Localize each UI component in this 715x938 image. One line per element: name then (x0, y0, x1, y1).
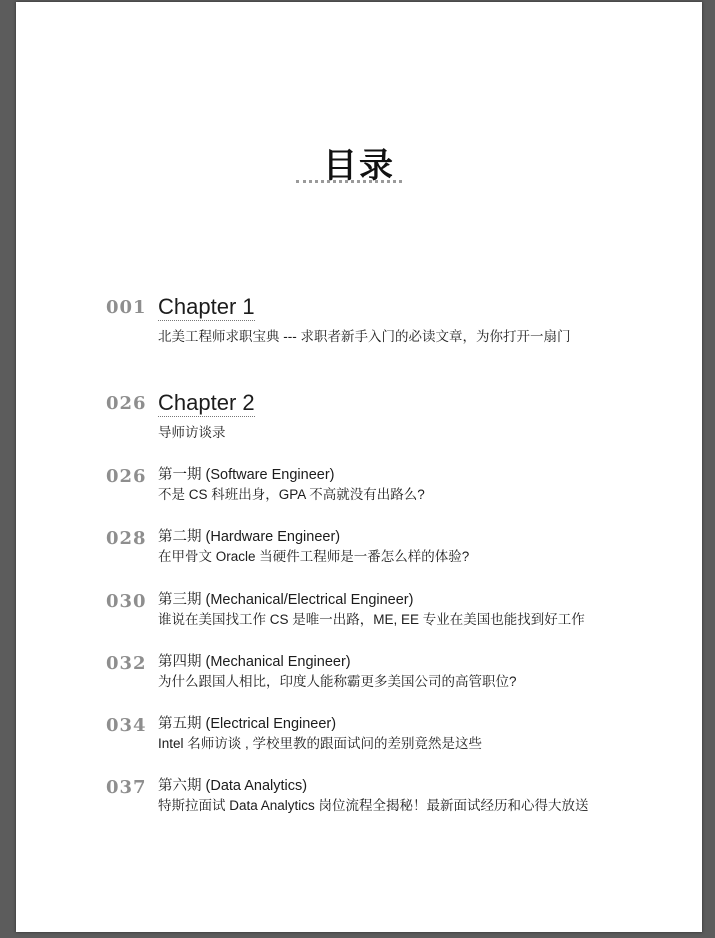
toc-page-number: 026 (106, 466, 147, 487)
document-page (16, 2, 702, 932)
toc-page-number: 030 (106, 591, 147, 612)
entry-heading[interactable]: 第六期 (Data Analytics) (158, 778, 308, 794)
toc-page-number: 001 (106, 297, 147, 318)
entry-heading[interactable]: 第三期 (Mechanical/Electrical Engineer) (158, 592, 414, 608)
title-underline-divider (296, 180, 402, 183)
entry-subtitle: 特斯拉面试 Data Analytics 岗位流程全揭秘！最新面试经历和心得大放送 (158, 798, 589, 813)
chapter-heading-link[interactable]: Chapter 1 (158, 294, 255, 319)
entry-heading[interactable]: 第四期 (Mechanical Engineer) (158, 654, 351, 670)
chapter-subtitle: 北美工程师求职宝典 --- 求职者新手入门的必读文章，为你打开一扇门 (158, 329, 571, 344)
toc-page-number: 028 (106, 528, 147, 549)
entry-subtitle: 为什么跟国人相比，印度人能称霸更多美国公司的高管职位? (158, 674, 517, 689)
entry-subtitle: 在甲骨文 Oracle 当硬件工程师是一番怎么样的体验? (158, 549, 470, 564)
entry-subtitle: 不是 CS 科班出身，GPA 不高就没有出路么? (158, 487, 425, 502)
entry-heading[interactable]: 第二期 (Hardware Engineer) (158, 529, 341, 545)
chapter-subtitle: 导师访谈录 (158, 425, 226, 440)
toc-page-number: 034 (106, 715, 147, 736)
entry-heading[interactable]: 第五期 (Electrical Engineer) (158, 716, 337, 732)
chapter-heading-link[interactable]: Chapter 2 (158, 390, 255, 415)
toc-page-number: 026 (106, 393, 147, 414)
entry-subtitle: 谁说在美国找工作 CS 是唯一出路，ME, EE 专业在美国也能找到好工作 (158, 612, 585, 627)
entry-subtitle: Intel 名师访谈 , 学校里教的跟面试问的差别竟然是这些 (158, 736, 483, 751)
toc-page-number: 037 (106, 777, 147, 798)
toc-title: 目录 (323, 146, 395, 186)
toc-page-number: 032 (106, 653, 147, 674)
entry-heading[interactable]: 第一期 (Software Engineer) (158, 467, 335, 483)
